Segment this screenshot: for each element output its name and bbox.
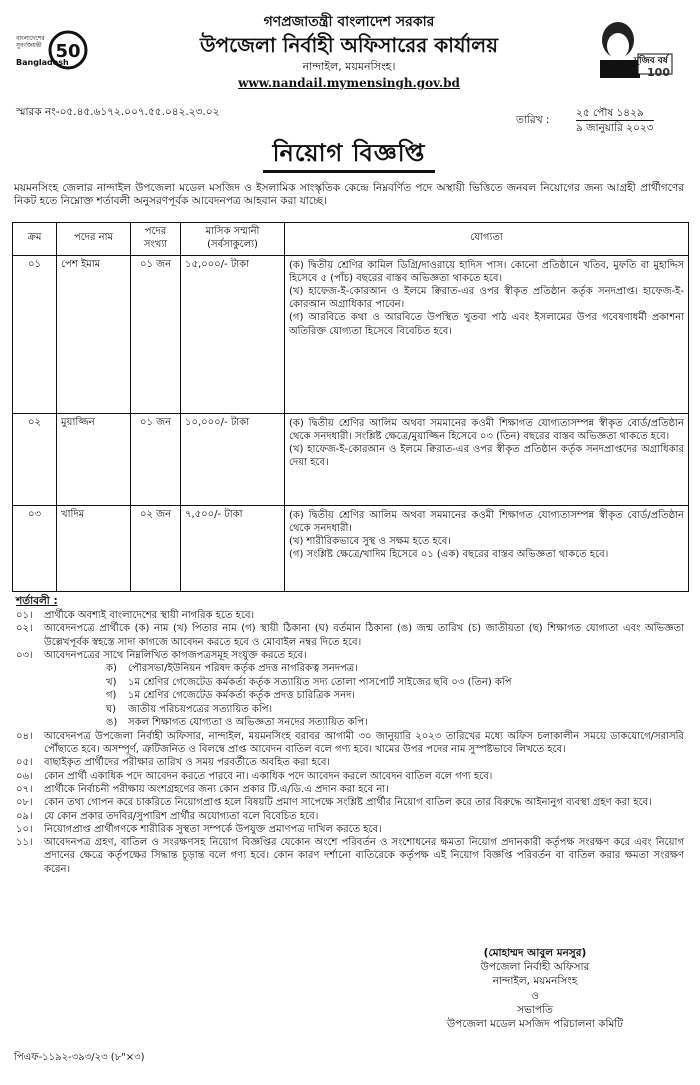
signatory-committee: উপজেলা মডেল মসজিদ পরিচালনা কমিটি: [446, 1017, 624, 1030]
term-item: [16, 609, 684, 622]
title-wrap: [10, 138, 688, 176]
row-serial: ০২: [13, 413, 57, 505]
terms-title: শর্তাবলী :: [16, 594, 58, 607]
term-text: কোন প্রার্থী একাধিক পদে আবেদন করতে পারবে না। একাধিক পদে আবেদন করলে আবেদন বাতিল বলে গণ্য হবে।: [44, 770, 493, 782]
term-item: [16, 756, 684, 769]
signatory-role: সভাপতি: [517, 1003, 553, 1016]
intro-paragraph: ময়মনসিংহ জেলার নান্দাইল উপজেলা মডেল মসজিদ ও ইসলামিক সাংস্কৃতিক কেন্দ্রে নিম্নবর্ণিত পদে অস্থায়ী ভিত্তিতে জনবল নিয়োগের জন্য আগ্রহী প্রার্থীগণের নিকট হতে নিম্নোক্ত শর্তাবলী অনুসরণপূর্বক আবেদনপত্র আহবান করা যাচ্ছে।: [14, 182, 684, 208]
term-item: [16, 783, 684, 796]
header-post: পদের নাম: [57, 223, 131, 256]
document-text: পৌরসভা/ইউনিয়ন পরিষদ কর্তৃক প্রদত্ত নাগরিকত্ব সনদপত্র।: [128, 663, 358, 675]
qualification-item: (ক) দ্বিতীয় শ্রেণির আলিম অথবা সমমানের কওমী শিক্ষাগত যোগ্যতাসম্পন্ন স্বীকৃত বোর্ড/প্রতিষ্ঠান থেকে সনদধারী। সংশ্লিষ্ট ক্ষেত্রে/মুয়াজ্জিন হিসেবে ০৩ (তিন) বছরের বাস্তব অভিজ্ঞতা থাকতে হবে।: [289, 417, 684, 442]
row-serial: ০১: [13, 255, 57, 413]
table-row: [13, 255, 689, 413]
golden-jubilee-logo: [16, 28, 88, 74]
term-number: ০১।: [16, 610, 33, 622]
term-number: ০৭।: [16, 783, 33, 795]
row-count: ০১ জন: [131, 255, 181, 413]
term-text: কোন তথ্য গোপন করে চাকরিতে নিয়োগপ্রাপ্ত হলে বিষয়টি প্রমাণ সাপেক্ষে সংশ্লিষ্ট প্রার্থীর নিয়োগ বাতিল করে তার বিরুদ্ধে আইনানুগ ব্যবস্থা গ্রহণ করা হবে।: [44, 797, 652, 809]
notice-title: নিয়োগ বিজ্ঞপ্তি: [263, 138, 436, 173]
document-item: [106, 662, 684, 676]
documents-list: [16, 662, 684, 730]
row-qualification: [285, 255, 689, 413]
date-values: [576, 106, 654, 135]
table-row: [13, 413, 689, 505]
signature-block: [420, 946, 650, 1031]
term-item: [16, 836, 684, 876]
term-item: [16, 796, 684, 809]
row-post: পেশ ইমাম: [57, 255, 131, 413]
row-qualification: [285, 505, 689, 591]
terms-list: [10, 609, 688, 876]
document-item: [106, 689, 684, 703]
row-qualification: [285, 413, 689, 505]
term-text: নিয়োগপ্রাপ্ত প্রার্থীগণকে শারীরিক সুস্থতা সম্পর্কে উপযুক্ত প্রমাণপত্র দাখিল করতে হবে।: [44, 823, 382, 835]
term-text: আবেদনপত্র গ্রহণ, বাতিল ও সংরক্ষণসহ নিয়োগ বিজ্ঞপ্তির যেকোন অংশে পরিবর্তন ও সংশোধনের ক্ষমতা নিয়োগ প্রদানকারী কর্তৃপক্ষ সংরক্ষণ করে এবং নিয়োগ প্রদানের ক্ষেত্রে কর্তৃপক্ষের সিদ্ধান্ত চূড়ান্ত বলে গণ্য হবে। কোন কারণ দর্শানো ব্যতিরেকে কর্তৃপক্ষ এই নিয়োগ বিজ্ঞপ্তি পরিবর্তন বা বাতিল করার ক্ষমতা সংরক্ষণ করেন।: [44, 837, 684, 875]
row-serial: ০৩: [13, 505, 57, 591]
row-count: ০১ জন: [131, 413, 181, 505]
term-item: [16, 730, 684, 757]
document-text: জাতীয় পরিচয়পত্রের সত্যায়িত কপি।: [128, 703, 273, 715]
mujib-borsho-logo: [590, 16, 682, 80]
term-text: প্রার্থীকে অবশ্যই বাংলাদেশের স্থায়ী নাগরিক হতে হবে।: [44, 610, 255, 622]
document-number: ঘ): [106, 703, 117, 715]
table-row: [13, 505, 689, 591]
qualification-item: (খ) শারীরিকভাবে সুস্থ ও সক্ষম হতে হবে।: [289, 535, 451, 547]
document-text: ১ম শ্রেণির গেজেটেড কর্মকর্তা কর্তৃক সত্যায়িত সদ্য তোলা পাসপোর্ট সাইজের ছবি ০৩ (তিন) কপি: [128, 676, 512, 688]
date-label: তারিখ :: [516, 114, 550, 126]
qualification-item: (গ) আরবিতে কথা ও আরবিতে উপস্থিত খুতবা পাঠ এবং ইসলামের উপর গবেষণাধর্মী প্রকাশনা অতিরিক্ত যোগ্যতা হিসেবে বিবেচিত হবে।: [289, 312, 684, 337]
term-item: [16, 770, 684, 783]
logo-left-text: Bangladesh: [16, 58, 69, 67]
signatory-designation: উপজেলা নির্বাহী অফিসার: [480, 961, 590, 974]
term-item: [16, 649, 684, 662]
document-number: ঙ): [106, 717, 118, 729]
header: [10, 8, 688, 106]
header-count: পদের সংখ্যা: [131, 223, 181, 256]
term-text: আবেদনপত্র উপজেলা নির্বাহী অফিসার, নান্দাইল, ময়মনসিংহ বরাবর আগামী ৩০ জানুয়ারি ২০২৩ তারিখের মধ্যে অফিস চলাকালীন সময়ে ডাকযোগে/সরাসরি পৌঁছাতে হবে। অসম্পূর্ণ, ত্রুটিজনিত ও বিলম্বে প্রাপ্ত আবেদন বাতিল বলে গণ্য হবে। খামের উপর পদের নাম সুস্পষ্টভাবে লিখতে হবে।: [44, 730, 684, 756]
date-english: ৯ জানুয়ারি ২০২৩: [576, 122, 654, 135]
signatory-name: (মোহাম্মদ আবুল মনসুর): [483, 947, 587, 959]
term-number: ০৯।: [16, 810, 33, 822]
row-salary: ১০,০০০/- টাকা: [181, 413, 285, 505]
term-number: ১০।: [16, 823, 33, 835]
document-item: [106, 676, 684, 690]
term-text: যে কোন প্রকার তদবির/সুপারিশ প্রার্থীর অযোগ্যতা বলে বিবেচিত হবে।: [44, 810, 319, 822]
term-item: [16, 823, 684, 836]
document-number: খ): [106, 676, 117, 688]
qualification-item: (গ) সংশ্লিষ্ট ক্ষেত্রে/খাদিম হিসেবে ০১ (এক) বছরের বাস্তব অভিজ্ঞতা থাকতে হবে।: [289, 549, 609, 561]
signatory-and: ও: [531, 989, 539, 1002]
qualification-item: (ক) দ্বিতীয় শ্রেণির আলিম অথবা সমমানের কওমী শিক্ষাগত যোগ্যতাসম্পন্ন স্বীকৃত বোর্ড/প্রতিষ্ঠান থেকে সনদধারী।: [289, 509, 684, 534]
posts-table: [12, 222, 689, 592]
header-center: [150, 14, 548, 91]
term-number: ১১।: [16, 837, 33, 849]
signatory-location: নান্দাইল, ময়মনসিংহ: [492, 975, 578, 988]
header-serial: ক্রম: [13, 223, 57, 256]
header-qualification: যোগ্যতা: [285, 223, 689, 256]
office-name: উপজেলা নির্বাহী অফিসারের কার্যালয়: [199, 32, 498, 57]
document-number: ক): [106, 663, 117, 675]
document-text: ১ম শ্রেণির গেজেটেড কর্মকর্তা কর্তৃক প্রদত্ত চারিত্রিক সনদ।: [128, 690, 356, 702]
logo-right-text: মুজিব বর্ষ: [634, 56, 668, 66]
document-item: [106, 716, 684, 730]
term-number: ০৪।: [16, 730, 33, 742]
header-salary: মাসিক সম্মানী (সর্বসাকুল্যে): [181, 223, 285, 256]
qualification-item: (খ) হাফেজ-ই-কোরআন ও ইলমে ক্বিরাত-এর ওপর স্বীকৃত প্রতিষ্ঠান কর্তৃক সনদপ্রাপ্তদের অগ্রাধিকার দেয়া হবে।: [289, 443, 684, 469]
term-number: ০২।: [16, 623, 33, 635]
term-number: ০৬।: [16, 770, 33, 782]
qualification-item: (ক) দ্বিতীয় শ্রেণির কামিল ডিগ্রি/দাওরায়ে হাদিস পাস। কোনো প্রতিষ্ঠানে খতিব, মুফতি বা মুহাদ্দিস হিসেবে ৫ (পাঁচ) বছরের বাস্তব অভিজ্ঞতা থাকতে হবে।: [289, 259, 684, 284]
logo-right-number: 100: [647, 66, 670, 79]
term-text: বাছাইকৃত প্রার্থীদের পরীক্ষার তারিখ ও সময় পরবর্তীতে অবহিত করা হবে।: [44, 757, 330, 769]
government-name: গণপ্রজাতন্ত্রী বাংলাদেশ সরকার: [263, 14, 435, 30]
memo-row: [10, 106, 688, 136]
table-header-row: [13, 223, 689, 256]
term-number: ০৮।: [16, 797, 33, 809]
date-bangla: ২৫ পৌষ ১৪২৯: [576, 106, 654, 121]
qualification-item: (খ) হাফেজ-ই-কোরআন ও ইলমে ক্বিরাত-এর ওপর স্বীকৃত প্রতিষ্ঠান কর্তৃক সনদপ্রাপ্ত। হাফেজ-ই-কোরআন অগ্রাধিকার পাবেন।: [289, 285, 684, 311]
term-text: প্রার্থীকে নির্বাচনী পরীক্ষায় অংশগ্রহণের জন্য কোন প্রকার টি.এ/ডি.এ প্রদান করা হবে না।: [44, 783, 389, 795]
website-link[interactable]: www.nandail.mymensingh.gov.bd: [238, 75, 460, 90]
document-number: গ): [106, 690, 117, 702]
term-number: ০৩।: [16, 649, 33, 661]
row-count: ০২ জন: [131, 505, 181, 591]
term-item: [16, 622, 684, 649]
document-text: সকল শিক্ষাগত যোগ্যতা ও অভিজ্ঞতা সনদের সত্যায়িত কপি।: [128, 717, 368, 729]
term-text: আবেদনপত্রে প্রার্থীকে (ক) নাম (খ) পিতার নাম (গ) স্থায়ী ঠিকানা (ঘ) বর্তমান ঠিকানা (ঙ) জন্ম তারিখ (চ) জাতীয়তা (ছ) শিক্ষাগত যোগ্যতা এবং অভিজ্ঞতা উল্লেখপূর্বক স্বহস্তে সাদা কাগজে আবেদন করতে হবে ও মোবাইল নম্বর দিতে হবে।: [44, 623, 684, 648]
row-post: খাদিম: [57, 505, 131, 591]
office-location: নান্দাইল, ময়মনসিংহ।: [302, 59, 396, 73]
row-salary: ৭,৫০০/- টাকা: [181, 505, 285, 591]
document-item: [106, 703, 684, 717]
reference-number: পিএফ-১১৯২-৩৯৩/২৩ (৮"×৩): [14, 1052, 145, 1063]
logo-left-small-text: বাংলাদেশের সুবর্ণজয়ন্তী: [16, 35, 45, 49]
memo-number: স্মারক নং-০৫.৪৫.৬১৭২.০০৭.৫৫.০৪২.২৩.০২: [16, 106, 220, 118]
row-salary: ১৫,০০০/- টাকা: [181, 255, 285, 413]
term-text: আবেদনপত্রের সাথে নিম্নলিখিত কাগজপত্রসমূহ সংযুক্ত করতে হবে।: [44, 649, 307, 661]
term-number: ০৫।: [16, 757, 33, 769]
row-post: মুয়াজ্জিন: [57, 413, 131, 505]
logo-left-number: 50: [55, 41, 81, 62]
term-item: [16, 810, 684, 823]
